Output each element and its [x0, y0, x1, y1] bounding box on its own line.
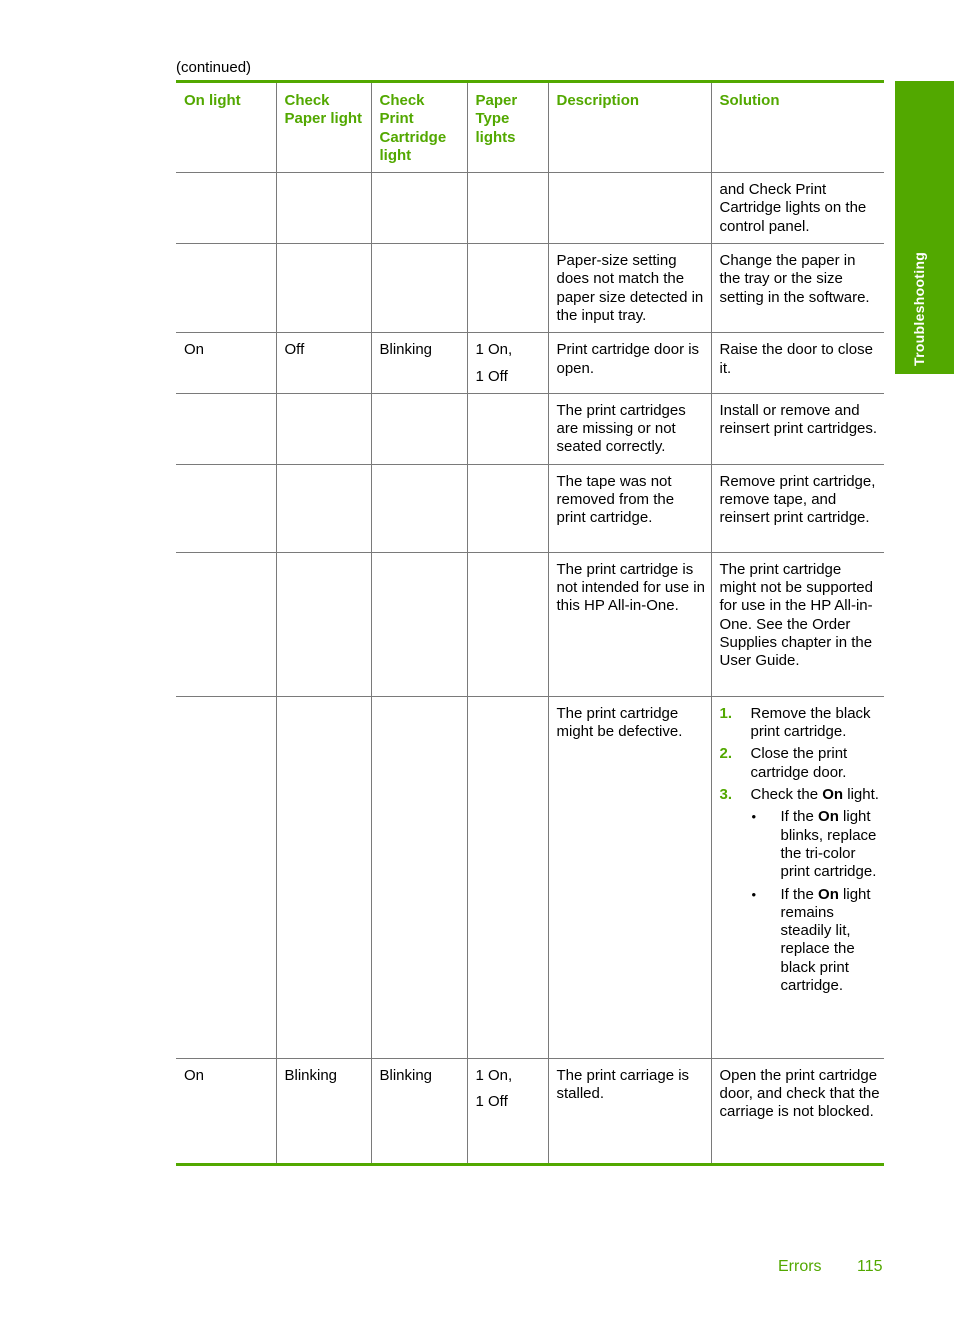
table-header	[176, 82, 884, 173]
bullet-icon: •	[751, 809, 757, 825]
sub-bullets	[751, 808, 881, 995]
sub-bullet-pre: If the	[780, 885, 819, 903]
continued-label: (continued)	[176, 59, 252, 76]
table-row	[176, 333, 884, 394]
cell-check-cartridge	[371, 244, 467, 333]
cell-on-light	[176, 244, 276, 333]
cell-check-cartridge	[371, 696, 467, 1058]
table-row	[176, 173, 884, 244]
cell-check-paper	[276, 552, 371, 696]
cell-on-light	[176, 696, 276, 1058]
cell-solution: The print cartridge might not be supported for use in the HP All-in-One. See the Order Supplies chapter in the User Guide.	[711, 552, 884, 696]
sub-bullet-post: light remains steadily lit, replace the black print cartridge.	[780, 885, 871, 995]
cell-description	[548, 173, 711, 244]
cell-on-light: On	[176, 333, 276, 394]
step-item	[720, 745, 881, 782]
cell-check-paper	[276, 464, 371, 552]
header-paper-type-lights: Paper Type lights	[467, 82, 548, 173]
cell-paper-type	[467, 333, 548, 394]
cell-check-paper	[276, 393, 371, 464]
table-row	[176, 552, 884, 696]
cell-check-cartridge: Blinking	[371, 1058, 467, 1164]
cell-check-paper: Off	[276, 333, 371, 394]
cell-paper-type	[467, 464, 548, 552]
cell-check-paper: Blinking	[276, 1058, 371, 1164]
sub-bullet-item	[751, 808, 881, 881]
error-lights-table	[176, 80, 884, 1166]
cell-solution: Install or remove and reinsert print cartridges.	[711, 393, 884, 464]
cell-on-light	[176, 464, 276, 552]
cell-check-paper	[276, 173, 371, 244]
cell-check-paper	[276, 696, 371, 1058]
step-number: 3.	[719, 786, 733, 804]
cell-solution: and Check Print Cartridge lights on the control panel.	[711, 173, 884, 244]
table-body	[176, 173, 884, 1165]
sub-bullet-bold: On	[818, 885, 839, 903]
cell-check-cartridge: Blinking	[371, 333, 467, 394]
header-solution: Solution	[711, 82, 884, 173]
bullet-icon: •	[751, 886, 757, 902]
sub-bullet-bold: On	[818, 808, 839, 826]
paper-type-line: 1 On,	[475, 1066, 513, 1084]
step-item	[720, 705, 881, 742]
cell-description: The print carriage is stalled.	[548, 1058, 711, 1164]
table-row	[176, 464, 884, 552]
page-number: 115	[857, 1258, 883, 1275]
cell-description: Paper-size setting does not match the paper size detected in the input tray.	[548, 244, 711, 333]
table-row	[176, 696, 884, 1058]
cell-paper-type	[467, 1058, 548, 1164]
step-text	[751, 786, 879, 803]
cell-description: The print cartridge might be defective.	[548, 696, 711, 1058]
step-text: Close the print cartridge door.	[750, 745, 848, 781]
step-item	[720, 786, 881, 995]
header-row	[176, 82, 884, 173]
step-number: 1.	[719, 704, 733, 722]
header-check-paper-light: Check Paper light	[276, 82, 371, 173]
cell-on-light	[176, 393, 276, 464]
paper-type-line: 1 On,	[475, 341, 513, 359]
table-row	[176, 1058, 884, 1164]
cell-on-light	[176, 173, 276, 244]
cell-on-light: On	[176, 1058, 276, 1164]
cell-description: The print cartridge is not intended for use in this HP All-in-One.	[548, 552, 711, 696]
cell-check-cartridge	[371, 173, 467, 244]
solution-steps	[720, 705, 881, 995]
step-text-bold: On	[822, 786, 844, 804]
cell-paper-type	[467, 696, 548, 1058]
cell-paper-type	[467, 244, 548, 333]
side-tab-label: Troubleshooting	[911, 251, 927, 366]
table-row	[176, 393, 884, 464]
table-row	[176, 244, 884, 333]
cell-description: Print cartridge door is open.	[548, 333, 711, 394]
paper-type-line: 1 Off	[475, 367, 508, 385]
cell-paper-type	[467, 393, 548, 464]
cell-description: The tape was not removed from the print cartridge.	[548, 464, 711, 552]
sub-bullet-item	[751, 886, 881, 996]
cell-solution: Raise the door to close it.	[711, 333, 884, 394]
cell-solution: Open the print cartridge door, and check that the carriage is not blocked.	[711, 1058, 884, 1164]
footer-section-title: Errors	[778, 1258, 822, 1275]
step-text-post: light.	[843, 786, 879, 804]
header-check-print-cartridge-light: Check Print Cartridge light	[371, 82, 467, 173]
header-description: Description	[548, 82, 711, 173]
cell-solution	[711, 696, 884, 1058]
cell-solution: Change the paper in the tray or the size setting in the software.	[711, 244, 884, 333]
sub-bullet-pre: If the	[780, 808, 819, 826]
cell-check-paper	[276, 244, 371, 333]
sub-bullet-post: light blinks, replace the tri-color print cartridge.	[780, 808, 877, 881]
step-number: 2.	[719, 745, 733, 763]
header-on-light: On light	[176, 82, 276, 173]
cell-check-cartridge	[371, 464, 467, 552]
cell-description: The print cartridges are missing or not seated correctly.	[548, 393, 711, 464]
paper-type-line: 1 Off	[475, 1093, 508, 1111]
cell-check-cartridge	[371, 393, 467, 464]
cell-on-light	[176, 552, 276, 696]
cell-solution: Remove print cartridge, remove tape, and reinsert print cartridge.	[711, 464, 884, 552]
cell-check-cartridge	[371, 552, 467, 696]
cell-paper-type	[467, 552, 548, 696]
cell-paper-type	[467, 173, 548, 244]
step-text-pre: Check the	[750, 786, 823, 804]
step-text: Remove the black print cartridge.	[750, 704, 871, 741]
